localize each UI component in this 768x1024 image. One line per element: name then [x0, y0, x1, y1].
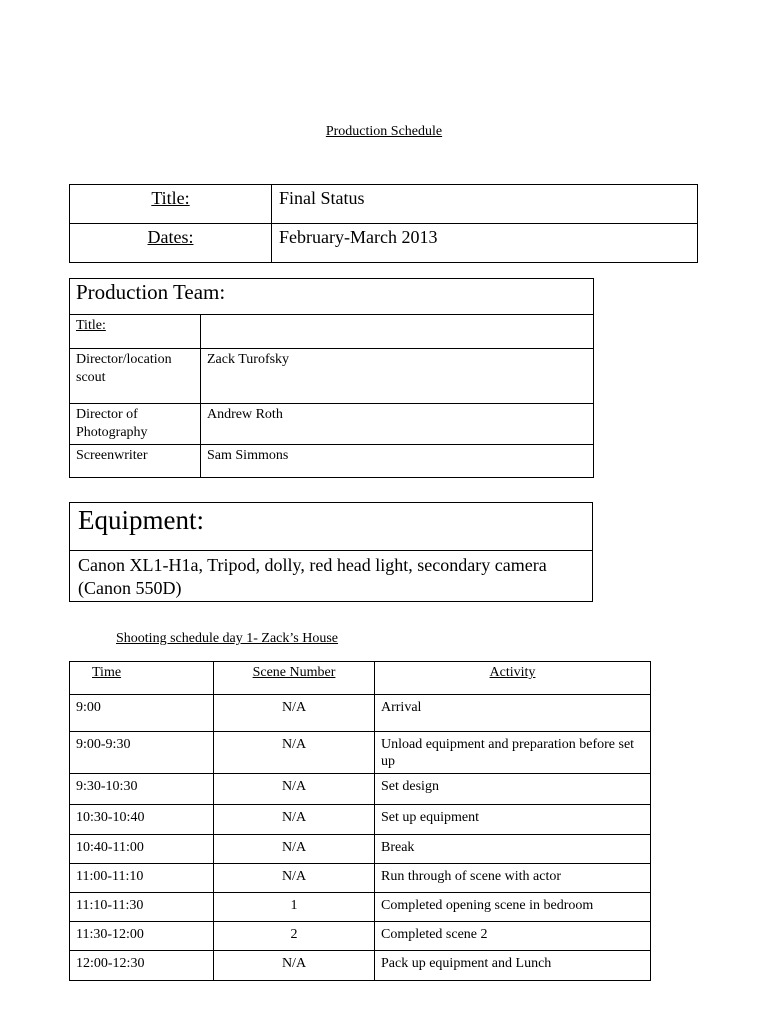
schedule-row [70, 922, 651, 951]
schedule-scene: N/A [214, 774, 375, 805]
team-name: Sam Simmons [201, 445, 594, 478]
schedule-row [70, 805, 651, 835]
equipment-heading: Equipment: [70, 503, 593, 551]
title-row [70, 185, 698, 224]
team-row [70, 349, 594, 404]
equipment-table [69, 502, 593, 602]
schedule-activity: Arrival [375, 695, 651, 732]
team-row [70, 315, 594, 349]
info-table [69, 184, 698, 263]
schedule-activity: Pack up equipment and Lunch [375, 951, 651, 981]
schedule-time: 9:00 [70, 695, 214, 732]
schedule-activity: Completed scene 2 [375, 922, 651, 951]
schedule-time: 11:10-11:30 [70, 893, 214, 922]
schedule-scene: N/A [214, 835, 375, 864]
shooting-schedule-heading: Shooting schedule day 1- Zack’s House [116, 631, 339, 646]
schedule-time: 11:30-12:00 [70, 922, 214, 951]
schedule-row [70, 695, 651, 732]
schedule-row [70, 835, 651, 864]
schedule-row [70, 774, 651, 805]
title-value: Final Status [272, 185, 698, 224]
title-label: Title: [70, 185, 272, 224]
schedule-scene: N/A [214, 805, 375, 835]
team-row [70, 404, 594, 445]
schedule-row [70, 893, 651, 922]
team-name: Andrew Roth [201, 404, 594, 445]
column-header-activity: Activity [375, 662, 651, 695]
team-role: Screenwriter [70, 445, 201, 478]
schedule-row [70, 732, 651, 774]
team-role: Director of Photography [70, 404, 201, 445]
schedule-header-row [70, 662, 651, 695]
schedule-row [70, 864, 651, 893]
schedule-time: 11:00-11:10 [70, 864, 214, 893]
schedule-scene: N/A [214, 864, 375, 893]
shooting-schedule-table [69, 661, 651, 981]
schedule-row [70, 951, 651, 981]
schedule-scene: 2 [214, 922, 375, 951]
column-header-scene-number: Scene Number [214, 662, 375, 695]
schedule-activity: Unload equipment and preparation before set up [375, 732, 651, 774]
schedule-activity: Break [375, 835, 651, 864]
document-title: Production Schedule [325, 124, 443, 139]
dates-value: February-March 2013 [272, 224, 698, 263]
dates-label: Dates: [70, 224, 272, 263]
column-header-time: Time [70, 662, 214, 695]
schedule-activity: Completed opening scene in bedroom [375, 893, 651, 922]
schedule-time: 12:00-12:30 [70, 951, 214, 981]
team-name [201, 315, 594, 349]
schedule-scene: N/A [214, 951, 375, 981]
team-name: Zack Turofsky [201, 349, 594, 404]
schedule-scene: 1 [214, 893, 375, 922]
schedule-time: 9:30-10:30 [70, 774, 214, 805]
schedule-scene: N/A [214, 732, 375, 774]
schedule-activity: Set design [375, 774, 651, 805]
team-role: Title: [70, 315, 201, 349]
schedule-time: 10:30-10:40 [70, 805, 214, 835]
dates-row [70, 224, 698, 263]
production-team-heading: Production Team: [70, 279, 594, 315]
team-role: Director/location scout [70, 349, 201, 404]
schedule-activity: Set up equipment [375, 805, 651, 835]
schedule-time: 9:00-9:30 [70, 732, 214, 774]
schedule-activity: Run through of scene with actor [375, 864, 651, 893]
equipment-list: Canon XL1-H1a, Tripod, dolly, red head light, secondary camera (Canon 550D) [70, 551, 593, 602]
schedule-time: 10:40-11:00 [70, 835, 214, 864]
production-team-table [69, 278, 594, 478]
team-row [70, 445, 594, 478]
schedule-scene: N/A [214, 695, 375, 732]
